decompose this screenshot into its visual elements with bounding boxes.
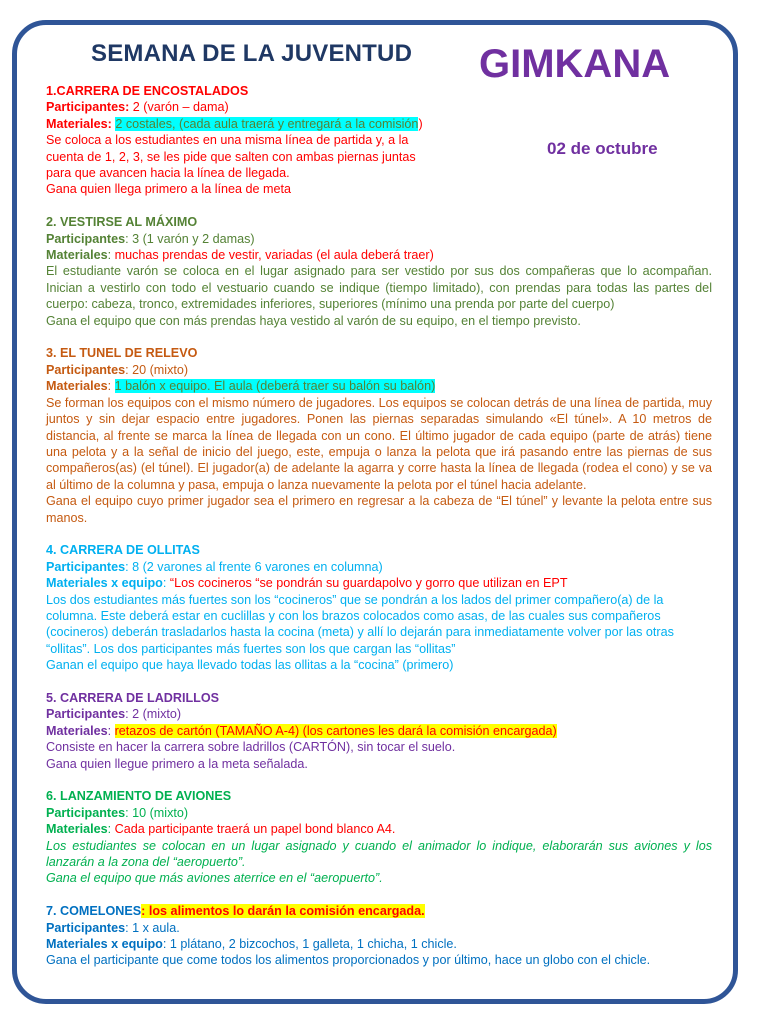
activity-tunel [46, 345, 712, 525]
activity-winner: Gana el equipo cuyo primer jugador sea el primero en regresar a la cabeza de “El túnel” y levante la pelota entre sus manos. [46, 494, 712, 525]
activity-title: 1.CARRERA DE ENCOSTALADOS [46, 84, 249, 98]
activity-description: Se forman los equipos con el mismo número de jugadores. Los equipos se colocan detrás de una línea de partida, muy juntos y sin dejar espacio entre jugadores. Ponen las piernas separadas simulando «El túnel». A 10 metros de distancia, al frente se marca la línea de llegada con un cono. El último jugador de cada equipo (parte de atrás) tiene una pelota y a la señal de inicio del juego, este, empuja o lanza la pelota que irá pasando entre las piernas de sus compañeros(as) (el túnel). El jugador(a) de adelante la agarra y corre hasta la línea de llegada (rodea el cono) y se va al último de la columna y pasa, empuja o lanza nuevamente la pelota por el túnel hacia adelante. [46, 395, 712, 492]
materials-highlight: retazos de cartón (TAMAÑO A-4) (los cartones les dará la comisión encargada) [114, 723, 557, 738]
materials-highlight: 1 balón x equipo. El aula (deberá traer su balón su balón) [114, 379, 436, 394]
materials-line: Materiales: 1 balón x equipo. El aula (deberá traer su balón su balón) [46, 379, 436, 394]
activity-title: 5. CARRERA DE LADRILLOS [46, 690, 220, 705]
page-title: SEMANA DE LA JUVENTUD [91, 40, 413, 67]
event-date: 02 de octubre [547, 139, 658, 158]
activity-ladrillos [46, 690, 712, 772]
activity-description: Los estudiantes se colocan en un lugar asignado y cuando el animador lo indique, elaborarán sus aviones y los lanzarán a la zona del “aeropuerto”. [46, 838, 712, 870]
activity-winner: Gana quien llega primero a la línea de meta [46, 182, 292, 197]
materials-line: Materiales x equipo: “Los cocineros “se pondrán su guardapolvo y gorro que utilizan en EPT [46, 576, 568, 591]
event-name: GIMKANA [479, 42, 671, 86]
participants-line: Participantes: 2 (varón – dama) [46, 100, 229, 115]
participants-line: Participantes: 3 (1 varón y 2 damas) [46, 231, 255, 246]
activity-winner: Gana el participante que come todos los alimentos proporcionados y por último, hace un globo con el chicle. [46, 953, 651, 968]
activity-title: 2. VESTIRSE AL MÁXIMO [46, 215, 198, 230]
activity-ollitas [46, 542, 712, 673]
participants-line: Participantes: 1 x aula. [46, 920, 180, 935]
activity-title: 7. COMELONES [46, 904, 142, 919]
participants-line: Participantes: 2 (mixto) [46, 707, 182, 722]
activity-encostalados [46, 83, 712, 198]
activity-title: 3. EL TUNEL DE RELEVO [46, 346, 198, 361]
materials-highlight: 2 costales, (cada aula traerá y entregará a la comisión [115, 116, 419, 131]
activity-aviones [46, 788, 712, 886]
activity-description: Consiste en hacer la carrera sobre ladrillos (CARTÓN), sin tocar el suelo. [46, 740, 456, 755]
participants-line: Participantes: 20 (mixto) [46, 362, 189, 377]
activity-winner: Gana el equipo que más aviones aterrice en el “aeropuerto”. [46, 871, 383, 886]
activity-description: Los dos estudiantes más fuertes son los “cocineros” que se pondrán a los lados del primer compañero(a) de la columna. Este deberá estar en cuclillas y con los brazos colocados como asas, de las cuales sus compañeros (cocineros) deberán trasladarlos hasta la cocina (meta) y allí lo dejarán para inmediatamente volver por las otras “ollitas”. Los dos participantes más fuertes son los que cargan las “ollitas” [46, 592, 674, 656]
activity-winner: Gana quien llegue primero a la meta señalada. [46, 756, 308, 771]
materials-line: Materiales x equipo: 1 plátano, 2 bizcochos, 1 galleta, 1 chicha, 1 chicle. [46, 937, 457, 952]
activity-title: 6. LANZAMIENTO DE AVIONES [46, 789, 232, 804]
activity-title-line [46, 903, 712, 919]
activity-description: El estudiante varón se coloca en el lugar asignado para ser vestido por sus dos compañeras que lo acompañan. Inician a vestirlo con todo el vestuario cuando se indique (tiempo limitado), con prendas para todas las partes del cuerpo: cabeza, tronco, extremidades inferiores, superiores (mínimo una prenda por parte del cuerpo) [46, 264, 712, 312]
activity-comelones [46, 903, 712, 969]
materials-line: Materiales: retazos de cartón (TAMAÑO A-4) (los cartones les dará la comisión encargada) [46, 723, 557, 738]
title-note-highlight: : los alimentos lo darán la comisión encargada. [141, 904, 425, 919]
activity-title: 4. CARRERA DE OLLITAS [46, 543, 200, 558]
activity-description: Se coloca a los estudiantes en una misma línea de partida y, a la cuenta de 1, 2, 3, se les pide que salten con ambas piernas juntas para que avancen hacia la línea de llegada. [46, 133, 416, 181]
participants-line: Participantes: 10 (mixto) [46, 805, 189, 820]
materials-line: Materiales: Cada participante traerá un papel bond blanco A4. [46, 822, 396, 837]
materials-line: Materiales: muchas prendas de vestir, variadas (el aula deberá traer) [46, 248, 434, 263]
materials-line: Materiales: 2 costales, (cada aula traerá y entregará a la comisión) [46, 116, 423, 131]
activity-winner: Ganan el equipo que haya llevado todas las ollitas a la “cocina” (primero) [46, 658, 454, 673]
participants-line: Participantes: 8 (2 varones al frente 6 varones en columna) [46, 559, 383, 574]
activity-winner: Gana el equipo que con más prendas haya vestido al varón de su equipo, en el tiempo previsto. [46, 313, 581, 328]
activity-list [46, 83, 712, 985]
activity-vestirse [46, 214, 712, 329]
